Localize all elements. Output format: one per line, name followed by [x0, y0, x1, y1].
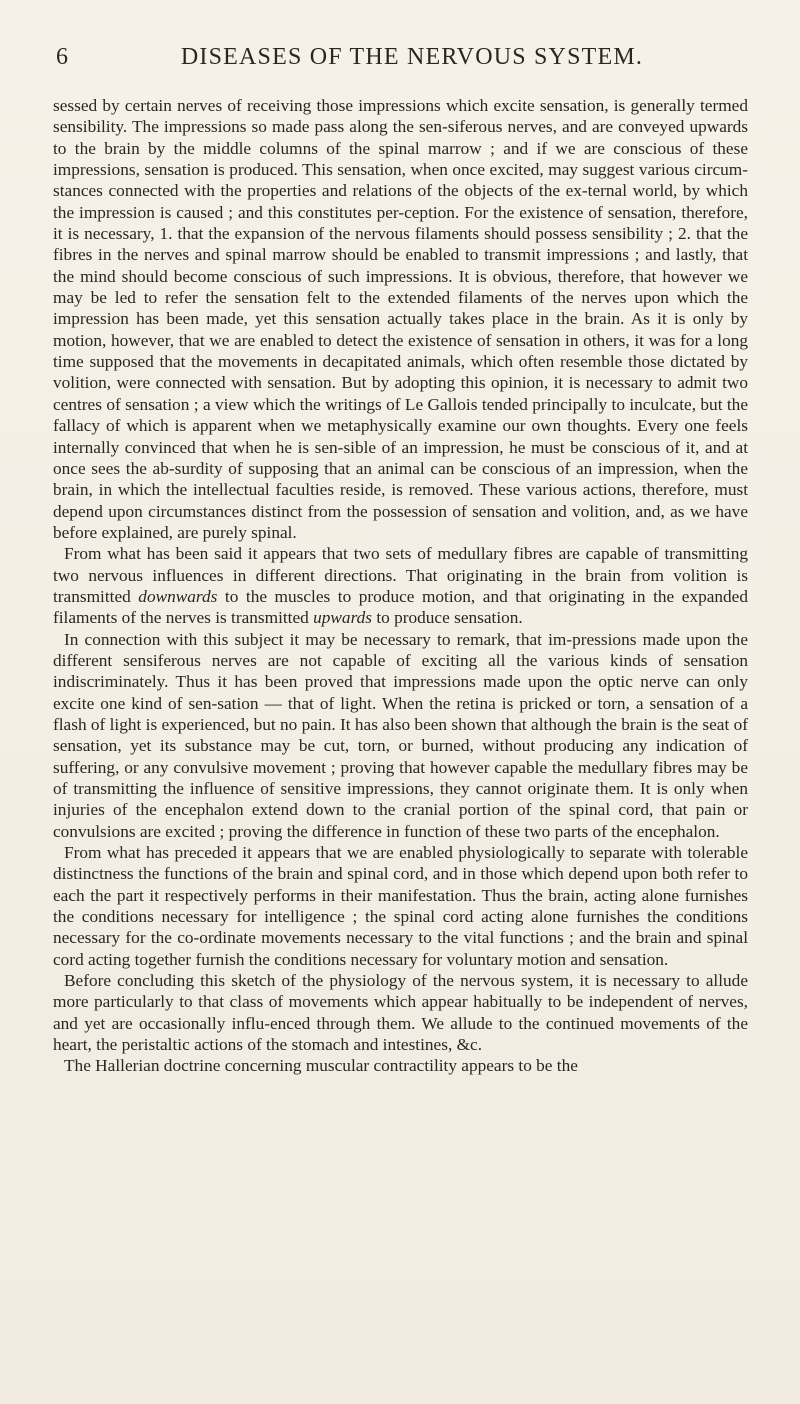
- running-title: DISEASES OF THE NERVOUS SYSTEM.: [180, 44, 644, 70]
- paragraph: sessed by certain nerves of receiving those impressions which excite sensation, is generally termed sensibility. The impressions so made pass along the sen-siferous nerves, and are conveyed upwards to the brain by the middle columns of the spinal marrow ; and if we are conscious of these impressions, sensation is produced. This sensation, when once excited, may suggest various circum-stances connected with the properties and relations of the objects of the ex-ternal world, by which the impression is caused ; and this constitutes per-ception. For the existence of sensation, therefore, it is necessary, 1. that the expansion of the nervous filaments should possess sensibility ; 2. that the fibres in the nerves and spinal marrow should be enabled to transmit impressions ; and lastly, that the mind should become conscious of such impressions. It is obvious, therefore, that however we may be led to refer the sensation felt to the extended filaments of the nerves upon which the impression has been made, yet this sensation actually takes place in the brain. As it is only by motion, however, that we are enabled to detect the existence of sensation in others, it was for a long time supposed that the movements in decapitated animals, which often resemble those dictated by volition, were connected with sensation. But by adopting this opinion, it is necessary to admit two centres of sensation ; a view which the writings of Le Gallois tended principally to inculcate, but the fallacy of which is apparent when we metaphysically examine our own thoughts. Every one feels internally convinced that when he is sen-sible of an impression, he must be conscious of it, and at once sees the ab-surdity of supposing that an animal can be conscious of an impression, when the brain, in which the intellectual faculties reside, is removed. These various actions, therefore, must depend upon circumstances distinct from the possession of sensation and volition, and, as we have before explained, are purely spinal.: [53, 96, 748, 542]
- paragraph: The Hallerian doctrine concerning muscular contractility appears to be the: [64, 1056, 578, 1076]
- body-text: [53, 95, 748, 1077]
- paragraph: From what has been said it appears that two sets of medullary fibres are capable of transmitting two nervous influences in different directions. That originating in the brain from volition is transmitted downwards to the muscles to produce motion, and that originating in the expanded filaments of the nerves is transmitted upwards to produce sensation.: [53, 544, 748, 628]
- paragraph: From what has preceded it appears that we are enabled physiologically to separate with tolerable distinctness the functions of the brain and spinal cord, and in those which depend upon both refer to each the part it respectively performs in their manifestation. Thus the brain, acting alone furnishes the conditions necessary for intelligence ; the spinal cord acting alone furnishes the conditions necessary for the co-ordinate movements necessary to the vital functions ; and the brain and spinal cord acting together furnish the conditions necessary for voluntary motion and sensation.: [53, 843, 748, 969]
- page-number: 6: [56, 44, 69, 70]
- paragraph: In connection with this subject it may be necessary to remark, that im-pressions made upon the different sensiferous nerves are not capable of exciting all the various kinds of sensation indiscriminately. Thus it has been proved that impressions made upon the optic nerve can only excite one kind of sen-sation — that of light. When the retina is pricked or torn, a sensation of a flash of light is experienced, but no pain. It has also been shown that although the brain is the seat of sensation, yet its substance may be cut, torn, or burned, without producing any indication of suffering, or any convulsive movement ; proving that however capable the medullary fibres may be of transmitting the influence of sensitive impressions, they cannot originate them. It is only when injuries of the encephalon extend down to the cranial portion of the spinal cord, that pain or convulsions are excited ; proving the difference in function of these two parts of the encephalon.: [53, 629, 748, 841]
- page-header: [56, 44, 748, 78]
- paragraph: Before concluding this sketch of the physiology of the nervous system, it is necessary to allude more particularly to that class of movements which appear habitually to be independent of nerves, and yet are occasionally influ-enced through them. We allude to the continued movements of the heart, the peristaltic actions of the stomach and intestines, &c.: [53, 971, 748, 1055]
